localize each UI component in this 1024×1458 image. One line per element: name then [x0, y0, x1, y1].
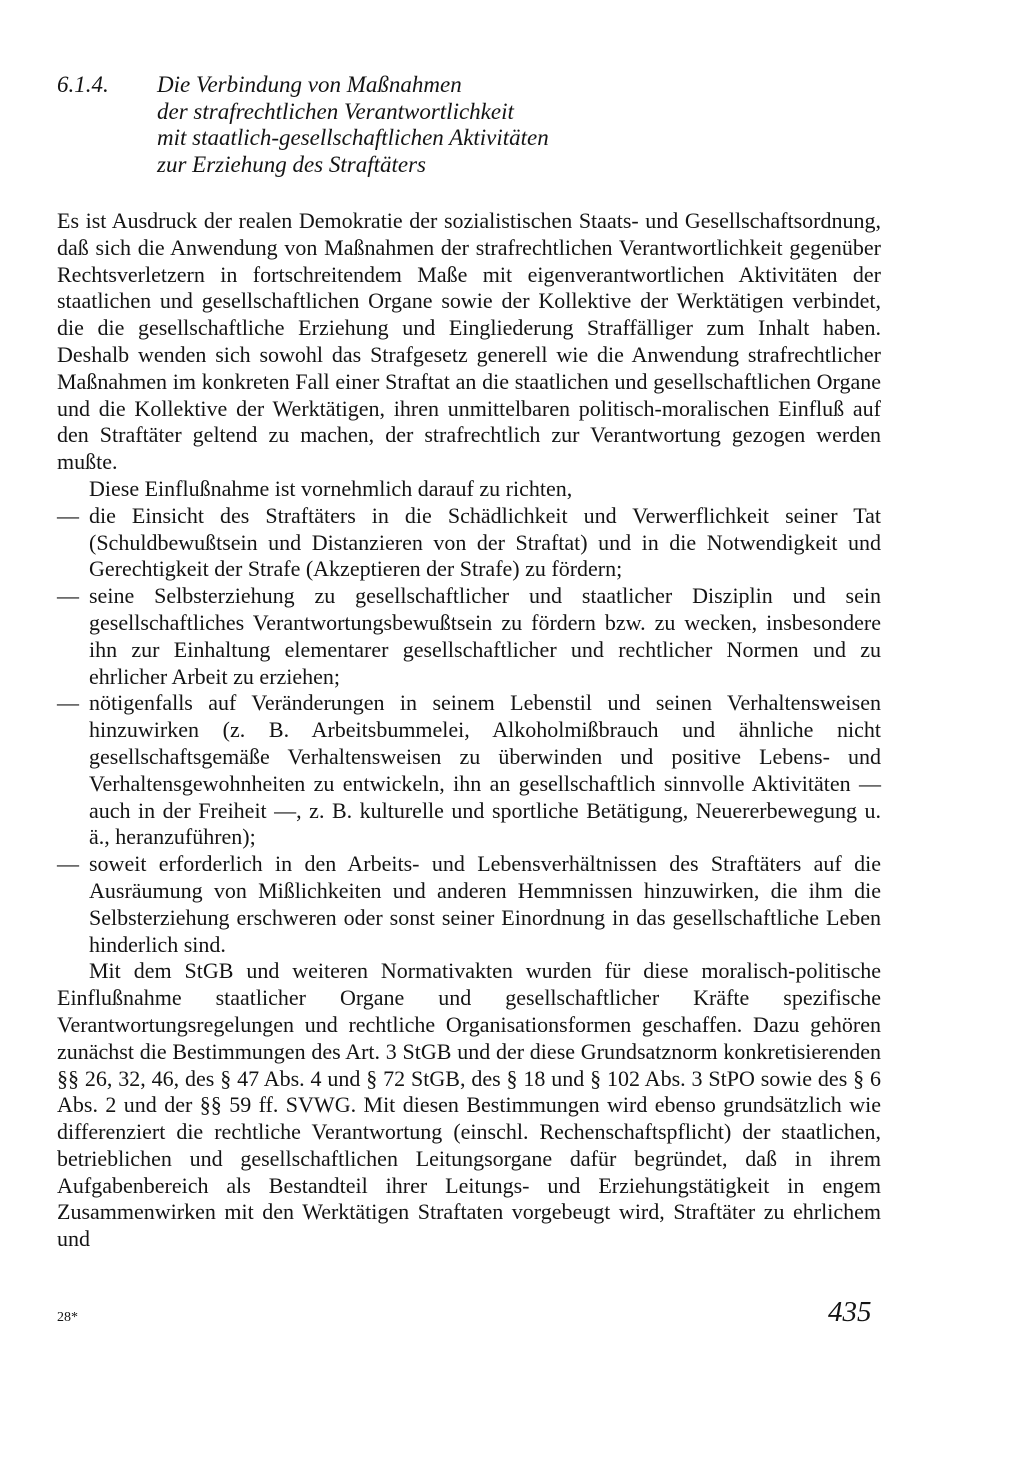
list-item	[57, 690, 881, 851]
section-title-line: der strafrechtlichen Verantwortlichkeit	[157, 98, 514, 124]
section-title-line: Die Verbindung von Maßnahmen	[157, 72, 462, 97]
section-heading	[57, 72, 881, 178]
list-intro-paragraph: Diese Einflußnahme ist vornehmlich darauf zu richten,	[89, 475, 573, 501]
list-dash: —	[57, 851, 79, 877]
list-item	[57, 851, 881, 958]
intro-paragraph: Es ist Ausdruck der realen Demokratie der sozialistischen Staats- und Gesellschaftsordnung, daß sich die Anwendung von Maßnahmen der strafrechtlichen Verantwortlichkeit gegenüber Rechtsverletzern in fortschreitendem Maße mit eigenverantwortlichen Aktivitäten der staatlichen und gesellschaftlichen Organe sowie der Kollektive der Werktätigen verbindet, die die gesellschaftliche Erziehung und Eingliederung Straffälliger zum Inhalt haben. Deshalb wenden sich sowohl das Strafgesetz generell wie die Anwendung strafrechtlicher Maßnahmen im konkreten Fall einer Straftat an die staatlichen und gesellschaftlichen Organe und die Kollektive der Werktätigen, ihren unmittelbaren politisch-moralischen Einfluß auf den Straftäter geltend zu machen, der strafrechtlich zur Verantwortung gezogen werden mußte.	[57, 208, 881, 475]
closing-paragraph: Mit dem StGB und weiteren Normativakten wurden für diese moralisch-politische Einflußnahme staatlicher Organe und gesellschaftlicher Kräfte spezifische Verantwortungsregelungen und rechtliche Organisationsformen geschaffen. Dazu gehören zunächst die Bestimmungen des Art. 3 StGB und der diese Grundsatznorm konkretisierenden §§ 26, 32, 46, des § 47 Abs. 4 und § 72 StGB, des § 18 und § 102 Abs. 3 StPO sowie des § 6 Abs. 2 und der §§ 59 ff. SVWG. Mit diesen Bestimmungen wird ebenso grundsätzlich wie differenziert die rechtliche Verantwortung (einschl. Rechenschaftspflicht) der staatlichen, betrieblichen und gesellschaftlichen Leitungsorgane dafür begründet, daß in ihrem Aufgabenbereich als Bestandteil ihrer Leitungs- und Erziehungstätigkeit in engem Zusammenwirken mit den Werktätigen Straftaten vorgebeugt wird, Straftäter zu ehrlichem und	[57, 958, 881, 1252]
document-page	[57, 72, 881, 1253]
list-item-text: seine Selbsterziehung zu gesellschaftlicher und staatlicher Disziplin und sein gesellschaftliches Verantwortungsbewußtsein zu fördern bzw. zu wecken, insbesondere ihn zur Einhaltung elementarer gesellschaftlicher und rechtlicher Normen und zu ehrlicher Arbeit zu erziehen;	[89, 583, 881, 689]
section-number: 6.1.4.	[57, 72, 109, 97]
section-title-line: zur Erziehung des Straftäters	[157, 151, 426, 177]
list-dash: —	[57, 690, 79, 716]
aims-list	[57, 503, 881, 959]
list-item	[57, 583, 881, 690]
page-number: 435	[828, 1296, 872, 1328]
list-item	[57, 503, 881, 583]
list-dash: —	[57, 502, 79, 528]
list-dash: —	[57, 583, 79, 609]
section-title	[157, 72, 881, 178]
list-item-text: soweit erforderlich in den Arbeits- und Lebensverhältnissen des Straftäters auf die Ausräumung von Mißlichkeiten und anderen Hemmnissen hinzuwirken, die ihm die Selbsterziehung erschweren oder sonst seiner Einordnung in das gesellschaftliche Leben hinderlich sind.	[89, 851, 881, 957]
signature-mark: 28*	[57, 1310, 78, 1325]
list-item-text: die Einsicht des Straftäters in die Schädlichkeit und Verwerflichkeit seiner Tat (Schuldbewußtsein und Distanzieren von der Straftat) und in die Notwendigkeit und Gerechtigkeit der Strafe (Akzeptieren der Strafe) zu fördern;	[89, 502, 881, 582]
section-title-line: mit staatlich-gesellschaftlichen Aktivitäten	[157, 125, 549, 150]
body-text	[57, 208, 881, 1253]
list-item-text: nötigenfalls auf Veränderungen in seinem Lebenstil und seinen Verhaltensweisen hinzuwirken (z. B. Arbeitsbummelei, Alkoholmißbrauch und ähnliche nicht gesellschaftsgemäße Verhaltensweisen zu überwinden und positive Lebens- und Verhaltensgewohnheiten zu entwickeln, ihn an gesellschaftlich sinnvolle Aktivitäten — auch in der Freiheit —, z. B. kulturelle und sportliche Betätigung, Neuererbewegung u. ä., heranzuführen);	[89, 690, 881, 850]
